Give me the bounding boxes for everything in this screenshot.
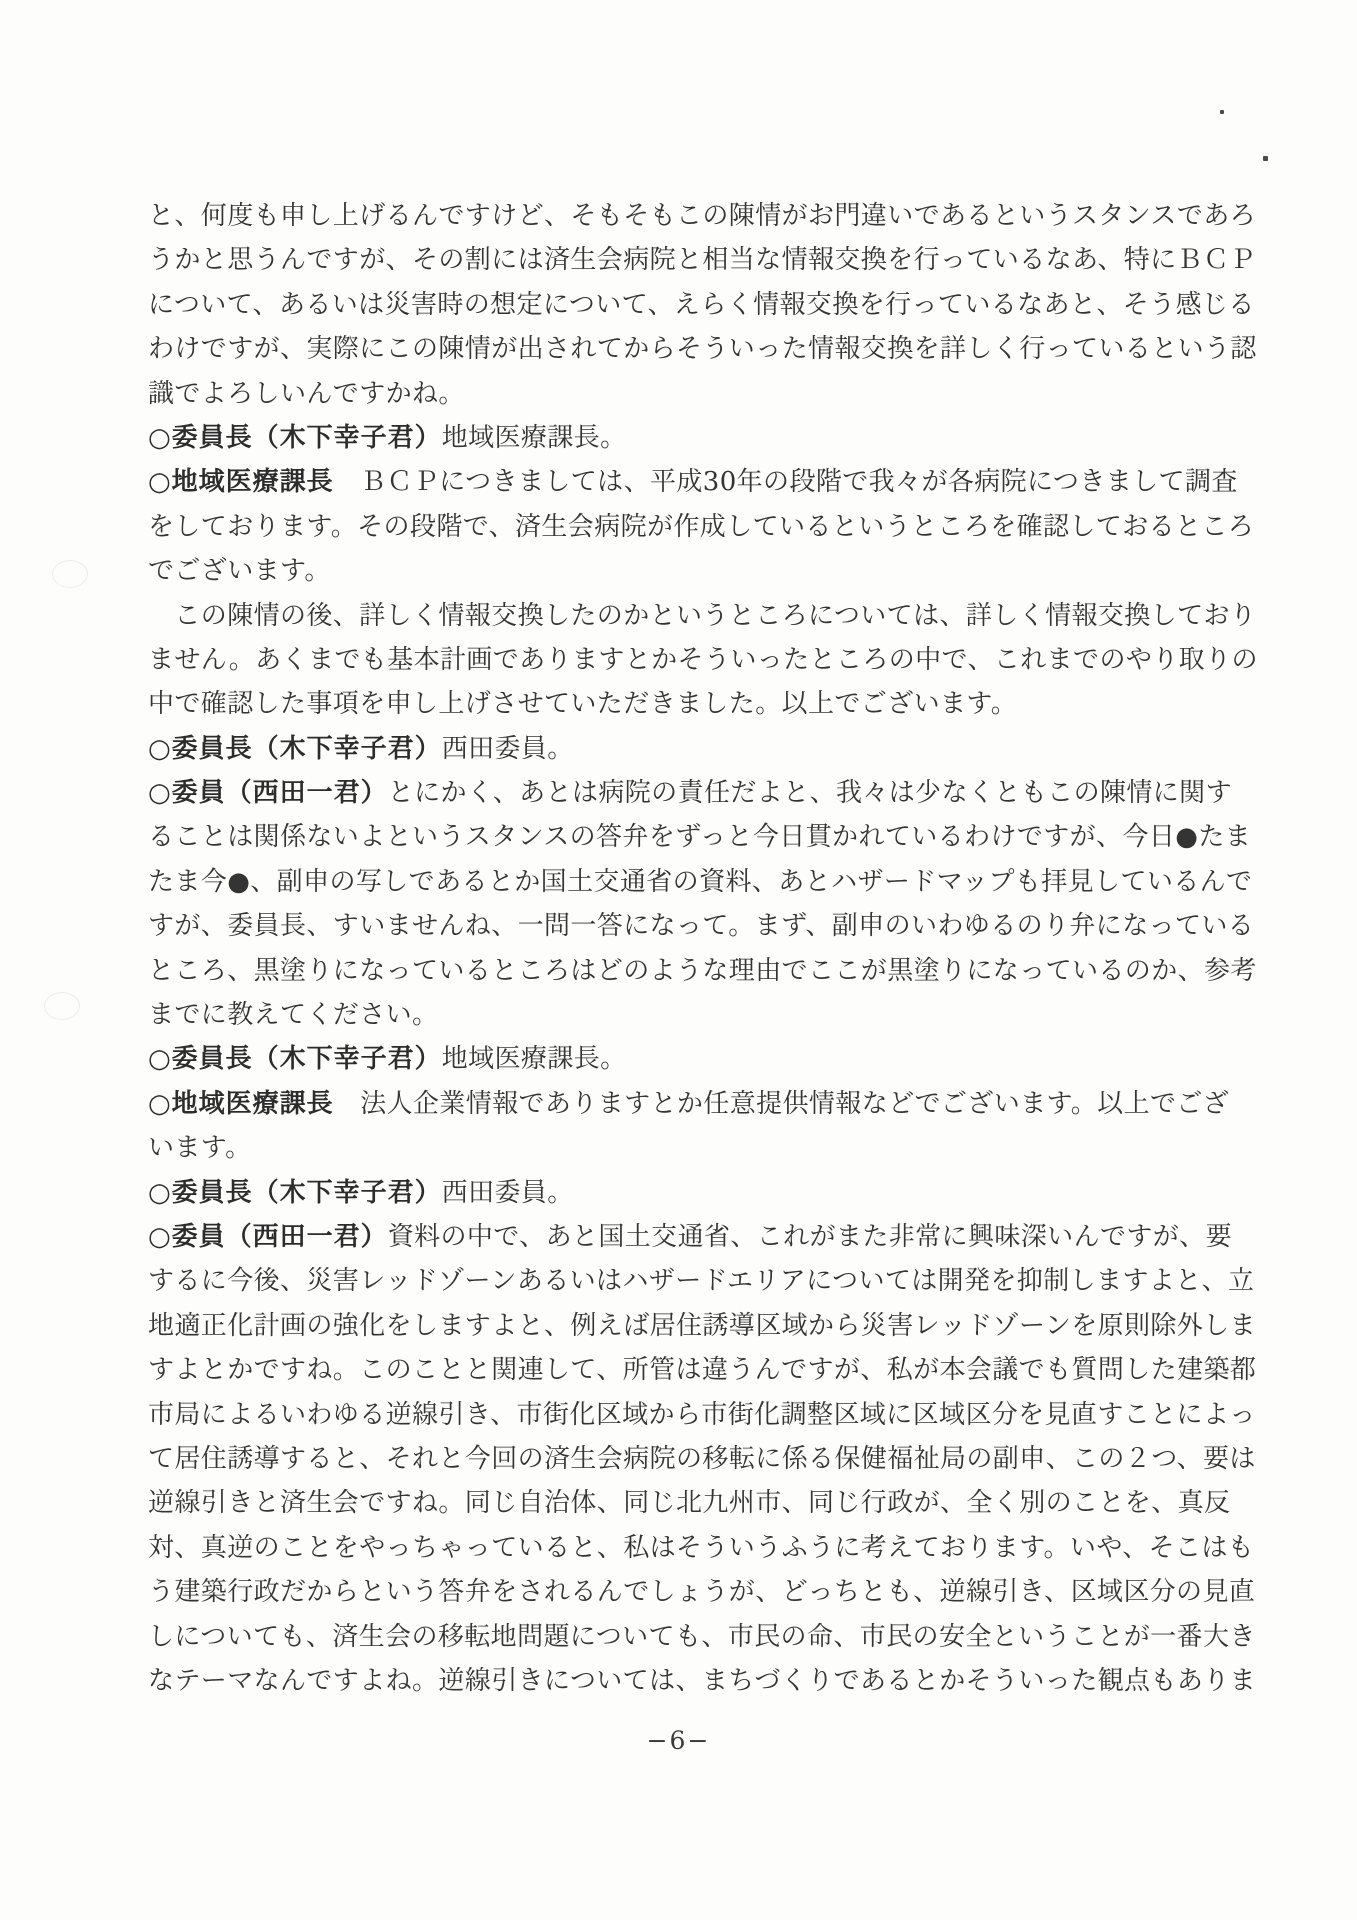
transcript-line [148,1481,1233,1525]
transcript-segment: この陳情の後、詳しく情報交換したのかというところについては、詳しく情報交換しており [148,600,1257,631]
transcript-segment: と、何度も申し上げるんですけど、そもそもこの陳情がお門違いであるというスタンスであろ [148,201,1257,231]
transcript-segment: しについても、済生会の移転地問題についても、市民の命、市民の安全ということが一番大き [148,1621,1256,1652]
transcript-segment: までに教えてください。 [148,1000,439,1031]
punch-hole-artifact [52,560,88,588]
transcript-segment: 資料の中で、あと国土交通省、これがまた非常に興味深いんですが、要 [387,1221,1232,1252]
transcript-segment: たま今●、副申の写しであるとか国土交通省の資料、あとハザードマップも拝見しているんで [148,866,1253,897]
transcript-line [148,638,1258,682]
transcript-line [148,194,1257,238]
transcript-segment: 逆線引きと済生会ですね。同じ自治体、同じ北九州市、同じ行政が、全く別のことを、真反 [148,1488,1231,1519]
transcript-line [148,1615,1256,1659]
transcript-segment: 中で確認した事項を申し上げさせていただきました。以上でございます。 [148,689,1018,720]
transcript-segment: 西田委員。 [441,1177,574,1208]
transcript-segment: するに今後、災害レッドゾーンあるいはハザードエリアについては開発を抑制しますよと、立 [148,1266,1255,1297]
transcript-line [148,1215,1233,1259]
transcript-segment: て居住誘導すると、それと今回の済生会病院の移転に係る保健福祉局の副申、この２つ、要は [148,1443,1256,1474]
transcript-line [148,1037,1233,1081]
transcript-segment: とにかく、あとは病院の責任だよと、我々は少なくともこの陳情に関す [387,778,1232,809]
transcript-line [148,460,1238,504]
transcript-line [148,1393,1256,1437]
transcript-segment: 地域医療課長。 [441,1044,627,1075]
transcript-segment: 西田委員。 [441,733,574,764]
speaker-name: ○委員長（木下幸子君） [148,1177,442,1208]
transcript-segment: すが、委員長、すいませんね、一問一答になって。まず、副申のいわゆるのり弁になっている [148,911,1255,942]
speaker-name: ○地域医療課長 [148,1088,334,1119]
speaker-name: ○委員長（木下幸子君） [148,422,442,453]
transcript-segment: ＢＣＰにつきましては、平成30年の段階で我々が各病院につきまして調査 [333,467,1238,498]
page-number: −6− [646,1726,711,1755]
transcript-line [148,594,1257,638]
transcript-line [148,505,1255,549]
transcript-segment: 地域医療課長。 [441,422,627,453]
transcript-segment: 市局によるいわゆる逆線引き、市街化区域から市街化調整区域に区域区分を見直すことによっ [148,1399,1256,1430]
transcript-line [148,904,1255,948]
transcript-line [148,860,1253,904]
transcript-segment: をしております。その段階で、済生会病院が作成しているというところを確認しておるところ [148,511,1255,542]
transcript-line [148,1259,1255,1303]
transcript-line [148,771,1233,815]
transcript-line [148,1348,1257,1392]
scan-speck [1263,156,1268,161]
transcript-line [148,727,1233,771]
transcript-line [148,283,1255,327]
transcript-line [148,327,1257,371]
transcript-segment: う建築行政だからという答弁をされるんでしょうが、どっちとも、逆線引き、区域区分の見直 [148,1577,1256,1608]
transcript-line [148,1126,1233,1170]
transcript-line [148,549,1233,593]
transcript-line [148,1437,1256,1481]
transcript-line [148,1659,1257,1703]
transcript-text [148,194,1258,1703]
transcript-line [148,682,1233,726]
speaker-name: ○委員（西田一君） [148,778,388,809]
transcript-line [148,416,1233,460]
transcript-line [148,1304,1257,1348]
transcript-segment: なテーマなんですよね。逆線引きについては、まちづくりであるとかそういった観点もありま [148,1665,1257,1696]
transcript-segment: ることは関係ないよというスタンスの答弁をずっと今日貫かれているわけですが、今日●たま [148,822,1252,853]
transcript-line [148,1570,1256,1614]
transcript-segment: ません。あくまでも基本計画でありますとかそういったところの中で、これまでのやり取りの [148,644,1258,675]
speaker-name: ○地域医療課長 [148,467,334,498]
transcript-segment: わけですが、実際にこの陳情が出されてからそういった情報交換を詳しく行っているという認 [148,334,1257,365]
transcript-line [148,993,1233,1037]
speaker-name: ○委員（西田一君） [148,1221,388,1252]
transcript-line [148,1082,1233,1126]
transcript-segment: 地適正化計画の強化をしますよと、例えば居住誘導区域から災害レッドゾーンを原則除外しま [148,1310,1257,1341]
transcript-line [148,238,1256,282]
transcript-segment: うかと思うんですが、その割には済生会病院と相当な情報交換を行っているなあ、特にＢＣＰ [148,245,1256,276]
scan-speck [1220,110,1224,114]
transcript-segment: について、あるいは災害時の想定について、えらく情報交換を行っているなあと、そう感じる [148,289,1255,320]
transcript-line [148,949,1257,993]
transcript-line [148,372,1233,416]
transcript-segment: 対、真逆のことをやっちゃっていると、私はそういうふうに考えております。いや、そこはも [148,1532,1255,1563]
speaker-name: ○委員長（木下幸子君） [148,733,442,764]
transcript-line [148,1171,1233,1215]
transcript-segment: でございます。 [148,556,331,587]
punch-hole-artifact [44,992,80,1020]
transcript-segment: すよとかですね。このことと関連して、所管は違うんですが、私が本会議でも質問した建築都 [148,1355,1257,1386]
transcript-line [148,1526,1255,1570]
transcript-segment: います。 [148,1133,252,1164]
transcript-segment: 識でよろしいんですかね。 [148,378,465,409]
speaker-name: ○委員長（木下幸子君） [148,1044,442,1075]
transcript-segment: 法人企業情報でありますとか任意提供情報などでございます。以上でござ [333,1088,1230,1119]
transcript-line [148,815,1252,859]
transcript-segment: ところ、黒塗りになっているところはどのような理由でここが黒塗りになっているのか、参考 [148,955,1257,986]
